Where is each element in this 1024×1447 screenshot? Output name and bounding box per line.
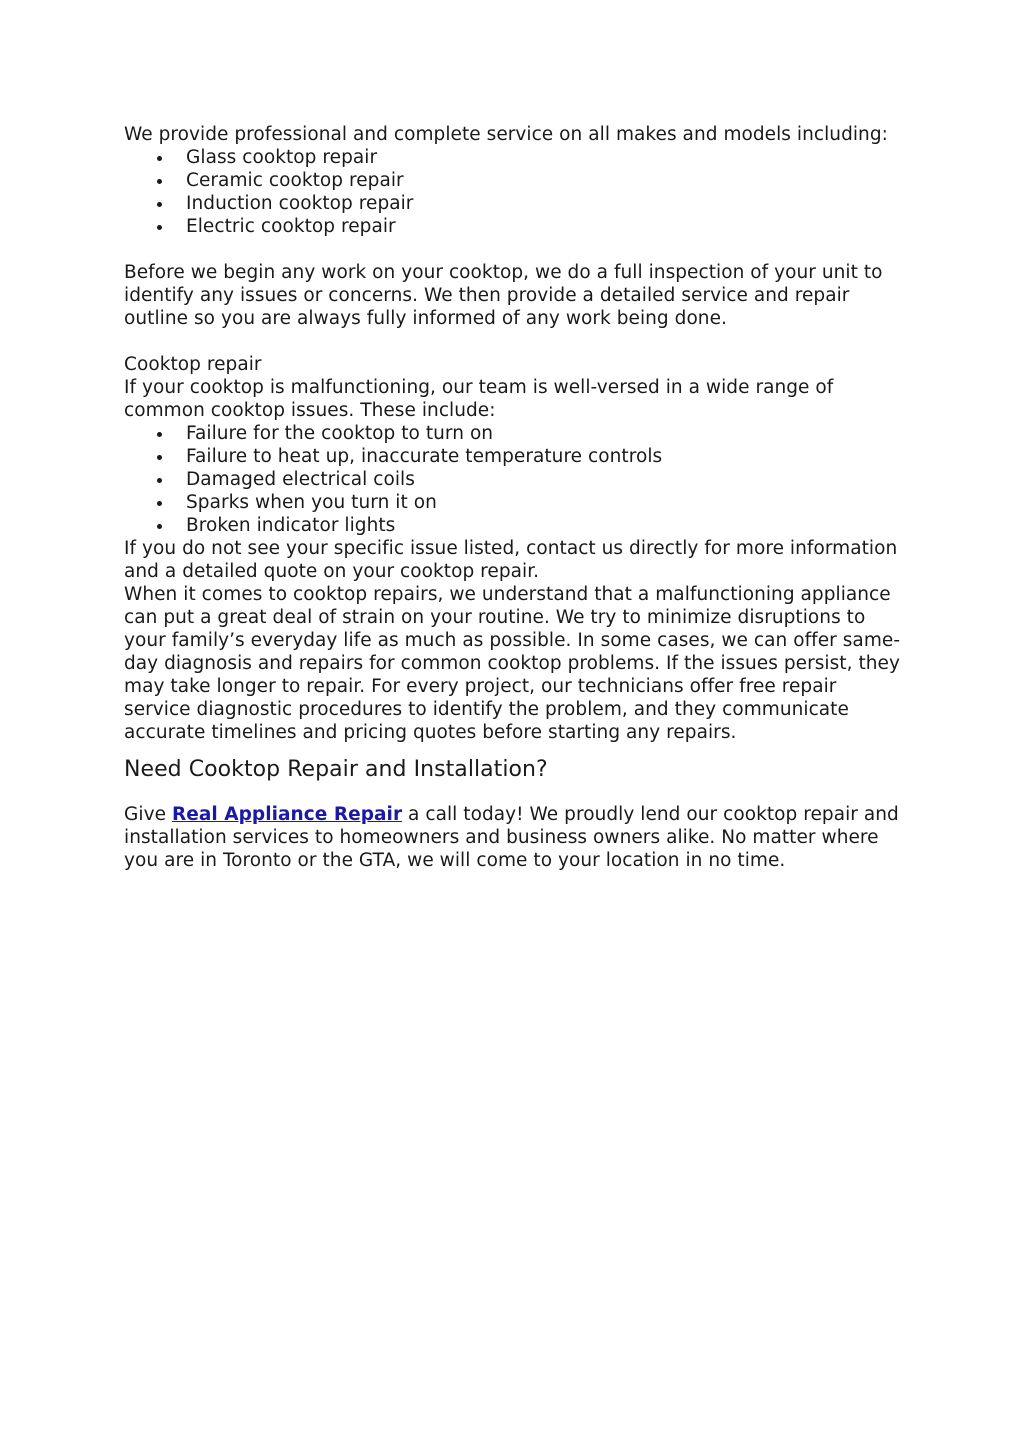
cta-suffix: a call today! We proudly lend our cooktop repair and installation services to homeowners and business owners alike. No matter where you are in Toronto or the GTA, we will come to your location in no time. [124,804,899,871]
list-item [124,422,904,445]
list-item-text: Ceramic cooktop repair [186,170,404,191]
list-item [124,468,904,491]
bullet-icon [157,156,162,161]
list-item-text: Failure for the cooktop to turn on [186,423,494,444]
spacer [124,330,904,353]
list-item [124,215,904,238]
bullet-icon [157,524,162,529]
bullet-icon [157,432,162,437]
list-item-text: Failure to heat up, inaccurate temperature controls [186,446,663,467]
cta-heading: Need Cooktop Repair and Installation? [124,757,548,782]
contact-note-paragraph: If you do not see your specific issue listed, contact us directly for more information and a detailed quote on your cooktop repair. [124,538,898,582]
bullet-icon [157,501,162,506]
list-item [124,514,904,537]
repair-section-title: Cooktop repair [124,354,262,375]
list-item [124,491,904,514]
services-list [124,146,904,238]
list-item [124,146,904,169]
list-item [124,192,904,215]
inspection-paragraph: Before we begin any work on your cooktop, we do a full inspection of your unit to identify any issues or concerns. We then provide a detailed service and repair outline so you are always fully informed of any work being done. [124,262,883,329]
document-page [124,123,904,872]
list-item [124,445,904,468]
list-item-text: Electric cooktop repair [186,216,396,237]
bullet-icon [157,202,162,207]
cta-paragraph [124,803,904,872]
bullet-icon [157,455,162,460]
issues-list [124,422,904,537]
intro-paragraph: We provide professional and complete service on all makes and models including: [124,124,888,145]
bullet-icon [157,478,162,483]
spacer [124,238,904,261]
repair-details-paragraph: When it comes to cooktop repairs, we understand that a malfunctioning appliance can put a great deal of strain on your routine. We try to minimize disruptions to your family’s everyday life as much as possible. In some cases, we can offer same-day diagnosis and repairs for common cooktop problems. If the issues persist, they may take longer to repair. For every project, our technicians offer free repair service diagnostic procedures to identify the problem, and they communicate accurate timelines and pricing quotes before starting any repairs. [124,584,901,743]
list-item-text: Glass cooktop repair [186,147,378,168]
list-item-text: Induction cooktop repair [186,193,414,214]
cta-prefix: Give [124,804,172,825]
repair-intro-paragraph: If your cooktop is malfunctioning, our team is well-versed in a wide range of common cooktop issues. These include: [124,377,834,421]
list-item [124,169,904,192]
bullet-icon [157,225,162,230]
list-item-text: Broken indicator lights [186,515,396,536]
company-link[interactable]: Real Appliance Repair [171,804,403,825]
list-item-text: Sparks when you turn it on [186,492,437,513]
bullet-icon [157,179,162,184]
list-item-text: Damaged electrical coils [186,469,415,490]
